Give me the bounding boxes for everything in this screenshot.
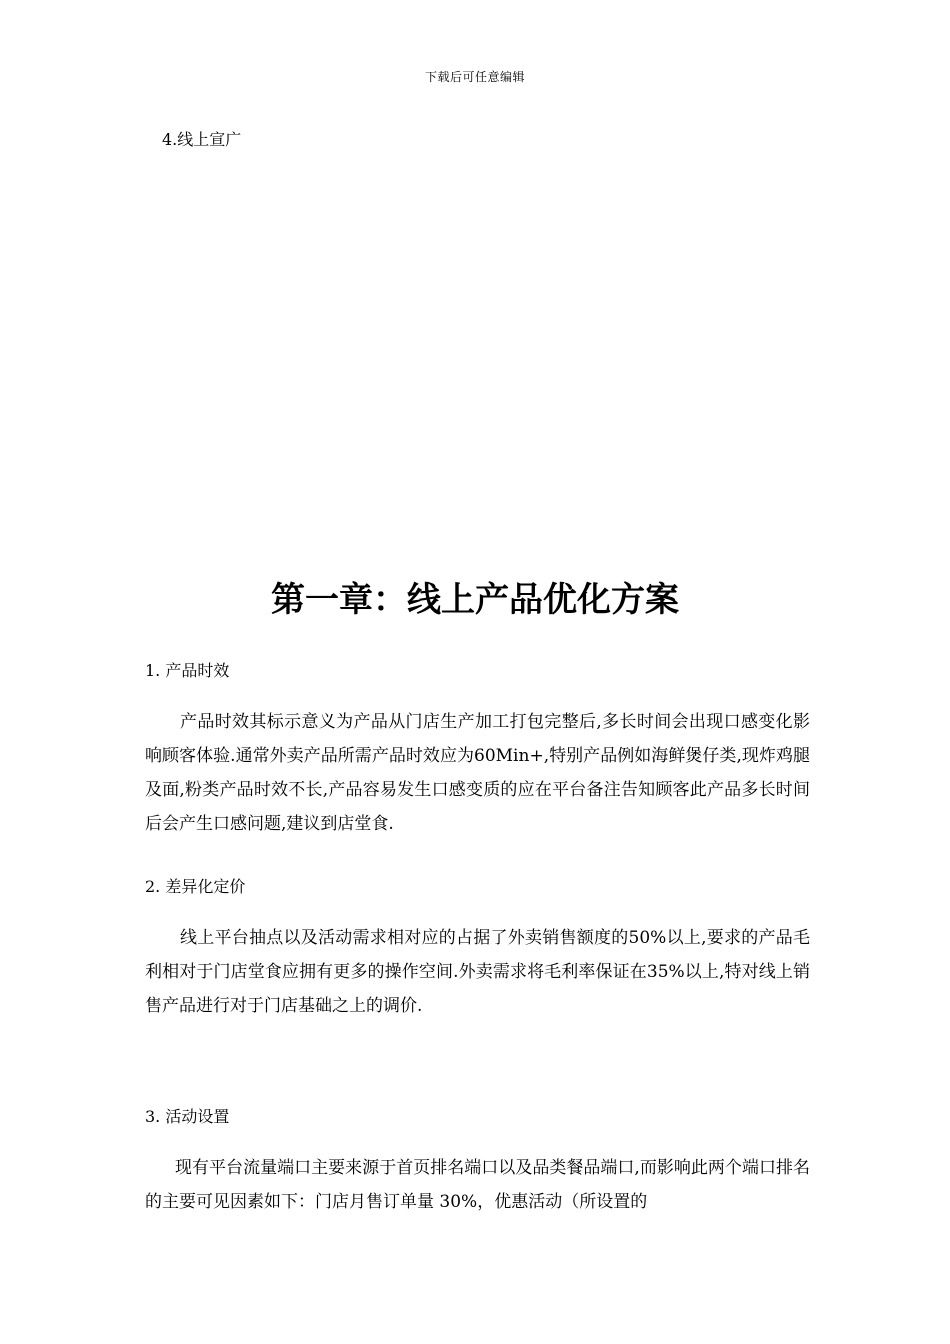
section-paragraph-activity-settings: 现有平台流量端口主要来源于首页排名端口以及品类餐品端口,而影响此两个端口排名的主要可见因素如下：门店月售订单量 30%，优惠活动（所设置的 <box>145 1158 810 1212</box>
header-note: 下载后可任意编辑 <box>424 70 525 84</box>
section-paragraph-differential-pricing: 线上平台抽点以及活动需求相对应的占据了外卖销售额度的50%以上,要求的产品毛利相对于门店堂食应拥有更多的操作空间.外卖需求将毛利率保证在35%以上,特对线上销售产品进行对于门店基础之上的调价. <box>145 928 810 1016</box>
section-paragraph-product-timeliness: 产品时效其标示意义为产品从门店生产加工打包完整后,多长时间会出现口感变化影响顾客体验.通常外卖产品所需产品时效应为60Min+,特别产品例如海鲜煲仔类,现炸鸡腿及面,粉类产品时效不长,产品容易发生口感变质的应在平台备注告知顾客此产品多长时间后会产生口感问题,建议到店堂食. <box>145 712 810 834</box>
section-heading-activity-settings: 3. 活动设置 <box>145 1107 230 1126</box>
top-item-heading: 4.线上宣广 <box>162 130 242 149</box>
section-heading-differential-pricing: 2. 差异化定价 <box>145 877 246 896</box>
chapter-title: 第一章：线上产品优化方案 <box>271 580 679 620</box>
section-heading-product-timeliness: 1. 产品时效 <box>145 661 230 680</box>
